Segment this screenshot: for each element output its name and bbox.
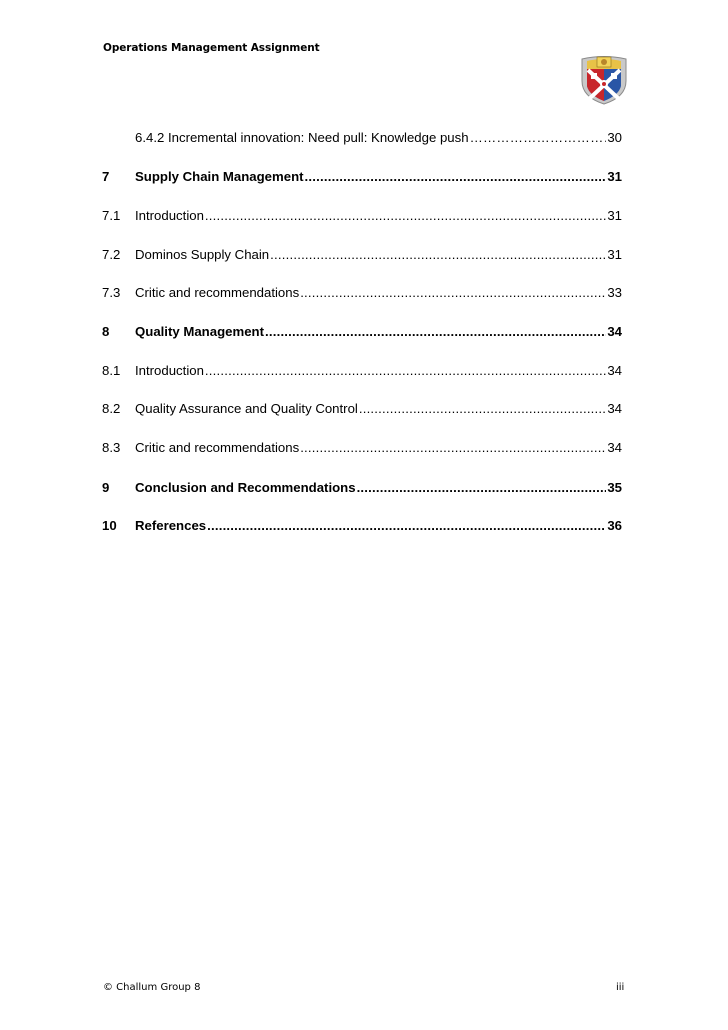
toc-entry[interactable] [102,440,622,460]
toc-dot-leader [270,247,606,262]
toc-entry-page: 33 [607,285,622,300]
toc-dot-leader [305,169,607,184]
toc-dot-leader [359,401,606,416]
toc-entry-number: 8.2 [102,401,121,416]
toc-entry-title: Introduction [135,363,204,378]
toc-entry[interactable] [102,208,622,228]
toc-entry[interactable] [102,401,622,421]
toc-entry-page: 31 [607,247,622,262]
toc-entry-page: 34 [607,324,622,339]
toc-entry-page: 34 [607,401,622,416]
page-header-title: Operations Management Assignment [103,42,320,54]
toc-dot-leader [470,130,607,145]
toc-entry[interactable] [102,130,622,150]
toc-entry-title: Dominos Supply Chain [135,247,270,262]
toc-entry-number: 7.2 [102,247,121,262]
toc-entry-number: 7 [102,169,110,184]
toc-dot-leader [207,518,606,533]
toc-entry[interactable] [102,169,622,189]
university-crest-icon [579,53,629,105]
toc-entry-page: 34 [607,440,622,455]
toc-entry-number: 8.3 [102,440,121,455]
toc-dot-leader [357,480,607,495]
toc-entry-number: 10 [102,518,117,533]
toc-entry-page: 34 [607,363,622,378]
toc-entry-title: Quality Assurance and Quality Control [135,401,358,416]
toc-entry-page: 31 [607,169,622,184]
toc-entry[interactable] [102,324,622,344]
toc-entry-number: 7.3 [102,285,121,300]
toc-entry-page: 30 [607,130,622,145]
toc-dot-leader [300,285,606,300]
toc-entry-title: Supply Chain Management [135,169,304,184]
toc-entry-number: 9 [102,480,110,495]
toc-entry-title: Critic and recommendations [135,285,300,300]
toc-entry-page: 31 [607,208,622,223]
toc-entry[interactable] [102,480,622,500]
toc-dot-leader [205,208,606,223]
toc-entry[interactable] [102,518,622,538]
toc-dot-leader [205,363,606,378]
toc-entry-title: Conclusion and Recommendations [135,480,356,495]
toc-entry-title: Introduction [135,208,204,223]
toc-entry-title: References [135,518,207,533]
toc-entry-page: 35 [607,480,622,495]
toc-entry-title: 6.4.2 Incremental innovation: Need pull: Knowledge push [135,130,469,145]
toc-entry-title: Critic and recommendations [135,440,300,455]
toc-entry-page: 36 [607,518,622,533]
toc-entry-number: 8.1 [102,363,121,378]
toc-entry-number: 8 [102,324,110,339]
toc-entry[interactable] [102,285,622,305]
toc-entry-number: 7.1 [102,208,121,223]
toc-dot-leader [265,324,606,339]
footer-copyright: © Challum Group 8 [103,982,201,993]
toc-dot-leader [300,440,606,455]
toc-entry[interactable] [102,363,622,383]
toc-entry[interactable] [102,247,622,267]
page-number: iii [616,982,625,993]
toc-entry-title: Quality Management [135,324,264,339]
